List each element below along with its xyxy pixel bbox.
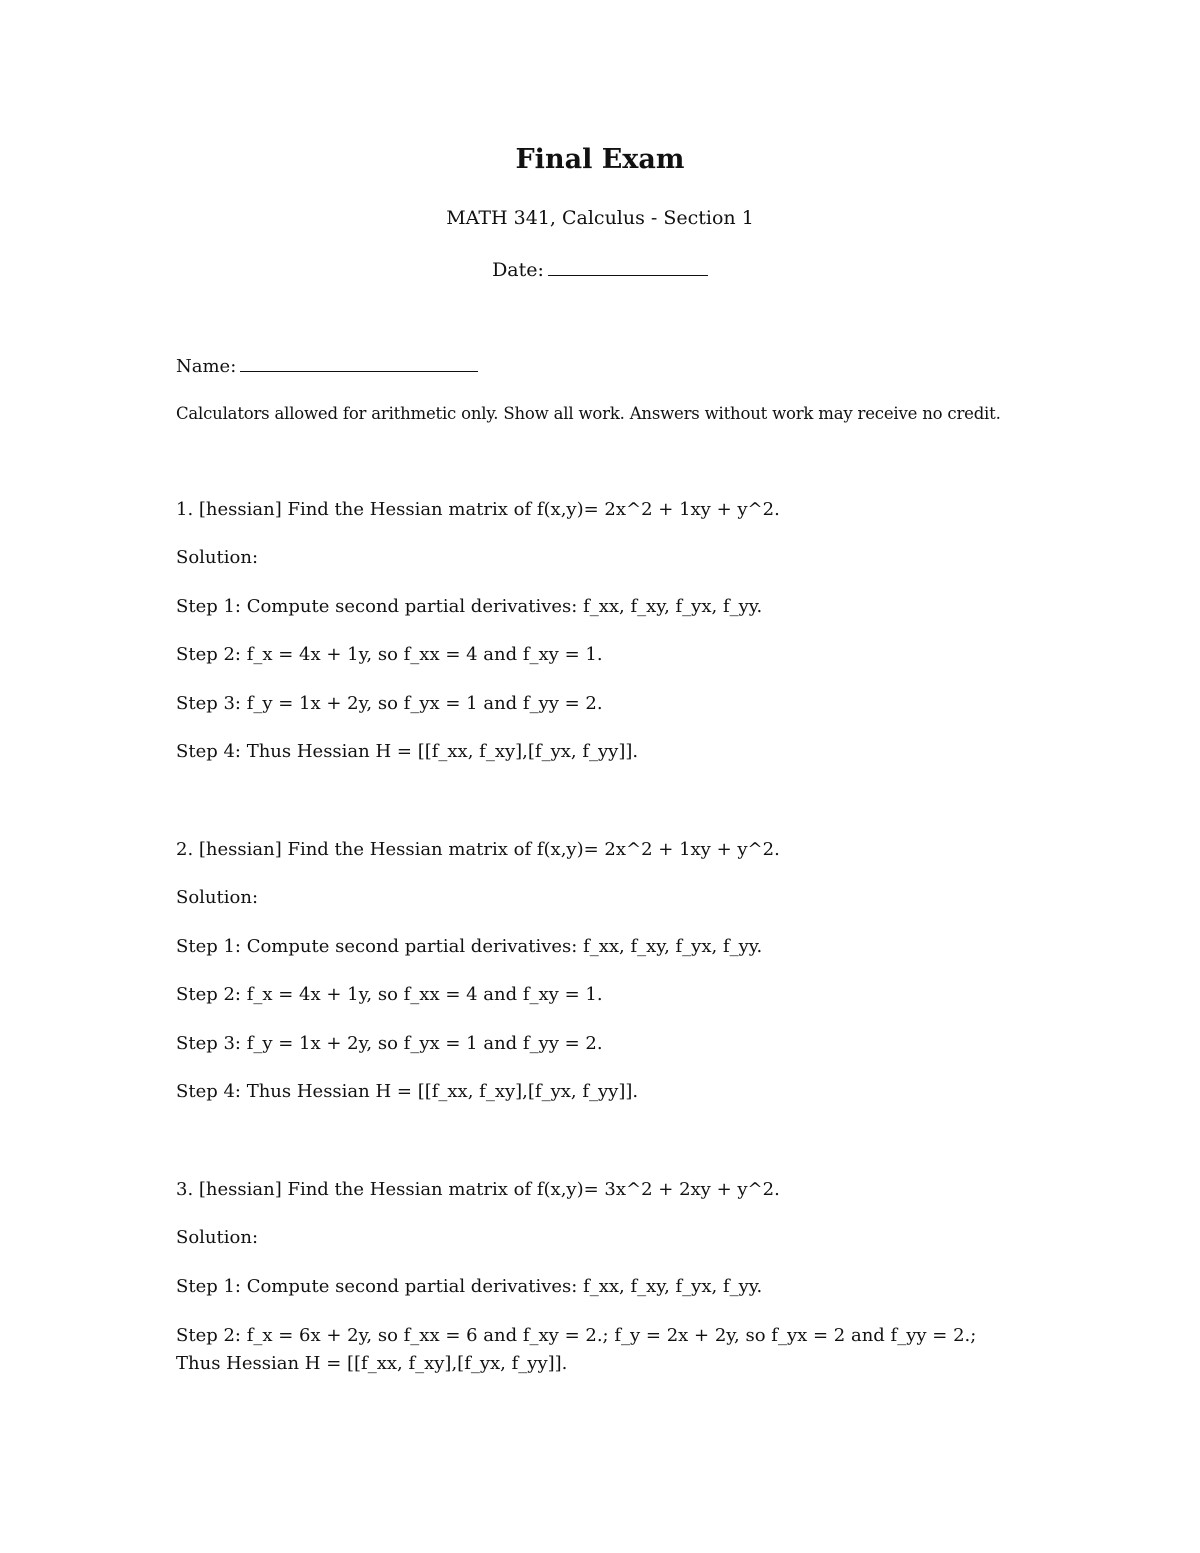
exam-title: Final Exam [515, 144, 685, 175]
name-blank-line [240, 353, 478, 372]
problem-2-step-2: Step 2: f_x = 4x + 1y, so f_xx = 4 and f_xy = 1. [176, 984, 603, 1005]
problem-2-step-3: Step 3: f_y = 1x + 2y, so f_yx = 1 and f_yy = 2. [176, 1033, 603, 1054]
problem-2-step-1: Step 1: Compute second partial derivatives: f_xx, f_xy, f_yx, f_yy. [176, 936, 763, 957]
problem-1-step-1: Step 1: Compute second partial derivatives: f_xx, f_xy, f_yx, f_yy. [176, 596, 763, 617]
date-blank-line [548, 257, 708, 276]
name-field [176, 353, 1056, 381]
name-label: Name: [176, 356, 237, 377]
instructions-text: Calculators allowed for arithmetic only. Show all work. Answers without work may receive no credit. [176, 404, 1001, 423]
problem-1-step-4: Step 4: Thus Hessian H = [[f_xx, f_xy],[f_yx, f_yy]]. [176, 741, 639, 762]
problem-1-step-3: Step 3: f_y = 1x + 2y, so f_yx = 1 and f_yy = 2. [176, 693, 603, 714]
problem-1-prompt: 1. [hessian] Find the Hessian matrix of f(x,y)= 2x^2 + 1xy + y^2. [176, 499, 780, 520]
problem-1-solution-label: Solution: [176, 547, 259, 568]
problem-3-step-1: Step 1: Compute second partial derivatives: f_xx, f_xy, f_yx, f_yy. [176, 1276, 763, 1297]
problem-1-step-2: Step 2: f_x = 4x + 1y, so f_xx = 4 and f_xy = 1. [176, 644, 603, 665]
date-label: Date: [492, 259, 544, 281]
course-subtitle: MATH 341, Calculus - Section 1 [446, 207, 754, 229]
problem-2-solution-label: Solution: [176, 887, 259, 908]
problem-3-prompt: 3. [hessian] Find the Hessian matrix of f(x,y)= 3x^2 + 2xy + y^2. [176, 1179, 780, 1200]
problem-3-step-2: Step 2: f_x = 6x + 2y, so f_xx = 6 and f_xy = 2.; f_y = 2x + 2y, so f_yx = 2 and f_yy = 2.; Thus Hessian H = [[f_xx, f_xy],[f_yx, f_yy]]. [176, 1325, 977, 1374]
problem-3-solution-label: Solution: [176, 1227, 259, 1248]
problem-2-step-4: Step 4: Thus Hessian H = [[f_xx, f_xy],[f_yx, f_yy]]. [176, 1081, 639, 1102]
date-field [0, 256, 1200, 284]
problem-2-prompt: 2. [hessian] Find the Hessian matrix of f(x,y)= 2x^2 + 1xy + y^2. [176, 839, 780, 860]
